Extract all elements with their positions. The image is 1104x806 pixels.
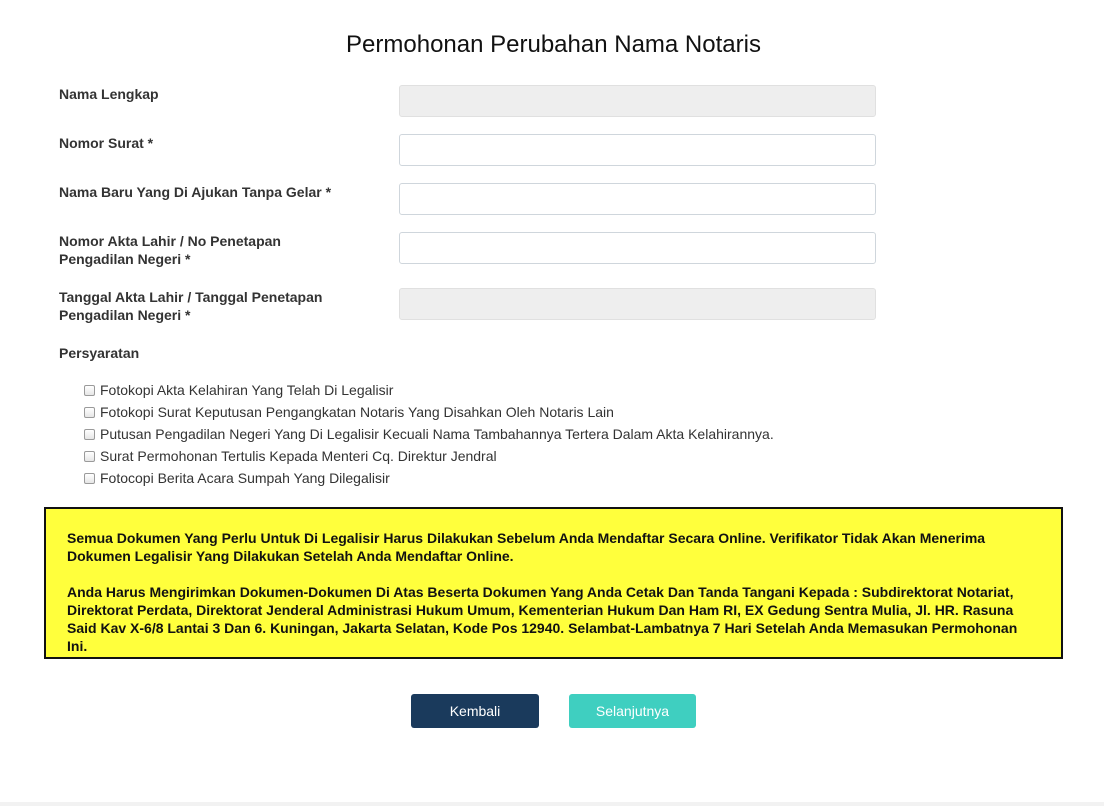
requirement-checkbox[interactable] — [84, 429, 95, 440]
requirement-item[interactable] — [84, 467, 774, 489]
nama-baru-label: Nama Baru Yang Di Ajukan Tanpa Gelar * — [59, 184, 332, 200]
requirement-label: Surat Permohonan Tertulis Kepada Menteri Cq. Direktur Jendral — [100, 448, 497, 464]
page-title: Permohonan Perubahan Nama Notaris — [346, 31, 761, 58]
nomor-akta-lahir-field[interactable] — [399, 232, 876, 264]
requirement-checkbox[interactable] — [84, 451, 95, 462]
requirements-list — [84, 379, 774, 489]
tanggal-akta-lahir-field[interactable] — [399, 288, 876, 320]
nama-lengkap-field[interactable] — [399, 85, 876, 117]
requirement-item[interactable] — [84, 423, 774, 445]
footer-divider — [0, 802, 1104, 806]
requirement-item[interactable] — [84, 401, 774, 423]
nama-lengkap-label: Nama Lengkap — [59, 86, 159, 102]
requirement-item[interactable] — [84, 379, 774, 401]
requirement-checkbox[interactable] — [84, 407, 95, 418]
notice-paragraph-pengiriman: Anda Harus Mengirimkan Dokumen-Dokumen Di Atas Beserta Dokumen Yang Anda Cetak Dan Tanda Tangani Kepada : Subdirektorat Notariat, Direktorat Perdata, Direktorat Jenderal Administrasi Hukum Umum, Kementerian Hukum Dan Ham RI, EX Gedung Sentra Mulia, Jl. HR. Rasuna Said Kav X-6/8 Lantai 3 Dan 6. Kuningan, Jakarta Selatan, Kode Pos 12940. Selambat-Lambatnya 7 Hari Setelah Anda Memasukan Permohonan Ini. — [67, 584, 1018, 654]
notice-box — [44, 507, 1063, 659]
nomor-surat-label: Nomor Surat * — [59, 135, 154, 151]
requirement-checkbox[interactable] — [84, 385, 95, 396]
nomor-akta-lahir-label: Nomor Akta Lahir / No Penetapan Pengadilan Negeri * — [59, 233, 281, 267]
requirement-checkbox[interactable] — [84, 473, 95, 484]
requirement-label: Putusan Pengadilan Negeri Yang Di Legalisir Kecuali Nama Tambahannya Tertera Dalam Akta Kelahirannya. — [100, 426, 774, 442]
nomor-surat-field[interactable] — [399, 134, 876, 166]
tanggal-akta-lahir-label: Tanggal Akta Lahir / Tanggal Penetapan Pengadilan Negeri * — [59, 289, 323, 323]
requirement-label: Fotokopi Akta Kelahiran Yang Telah Di Legalisir — [100, 382, 394, 398]
nama-baru-field[interactable] — [399, 183, 876, 215]
requirement-label: Fotokopi Surat Keputusan Pengangkatan Notaris Yang Disahkan Oleh Notaris Lain — [100, 404, 614, 420]
requirement-label: Fotocopi Berita Acara Sumpah Yang Dilegalisir — [100, 470, 390, 486]
selanjutnya-button[interactable]: Selanjutnya — [569, 694, 696, 728]
kembali-button[interactable]: Kembali — [411, 694, 539, 728]
persyaratan-label: Persyaratan — [59, 345, 140, 361]
requirement-item[interactable] — [84, 445, 774, 467]
notice-paragraph-legalisir: Semua Dokumen Yang Perlu Untuk Di Legalisir Harus Dilakukan Sebelum Anda Mendaftar Secara Online. Verifikator Tidak Akan Menerima Dokumen Legalisir Yang Dilakukan Setelah Anda Mendaftar Online. — [67, 530, 986, 564]
